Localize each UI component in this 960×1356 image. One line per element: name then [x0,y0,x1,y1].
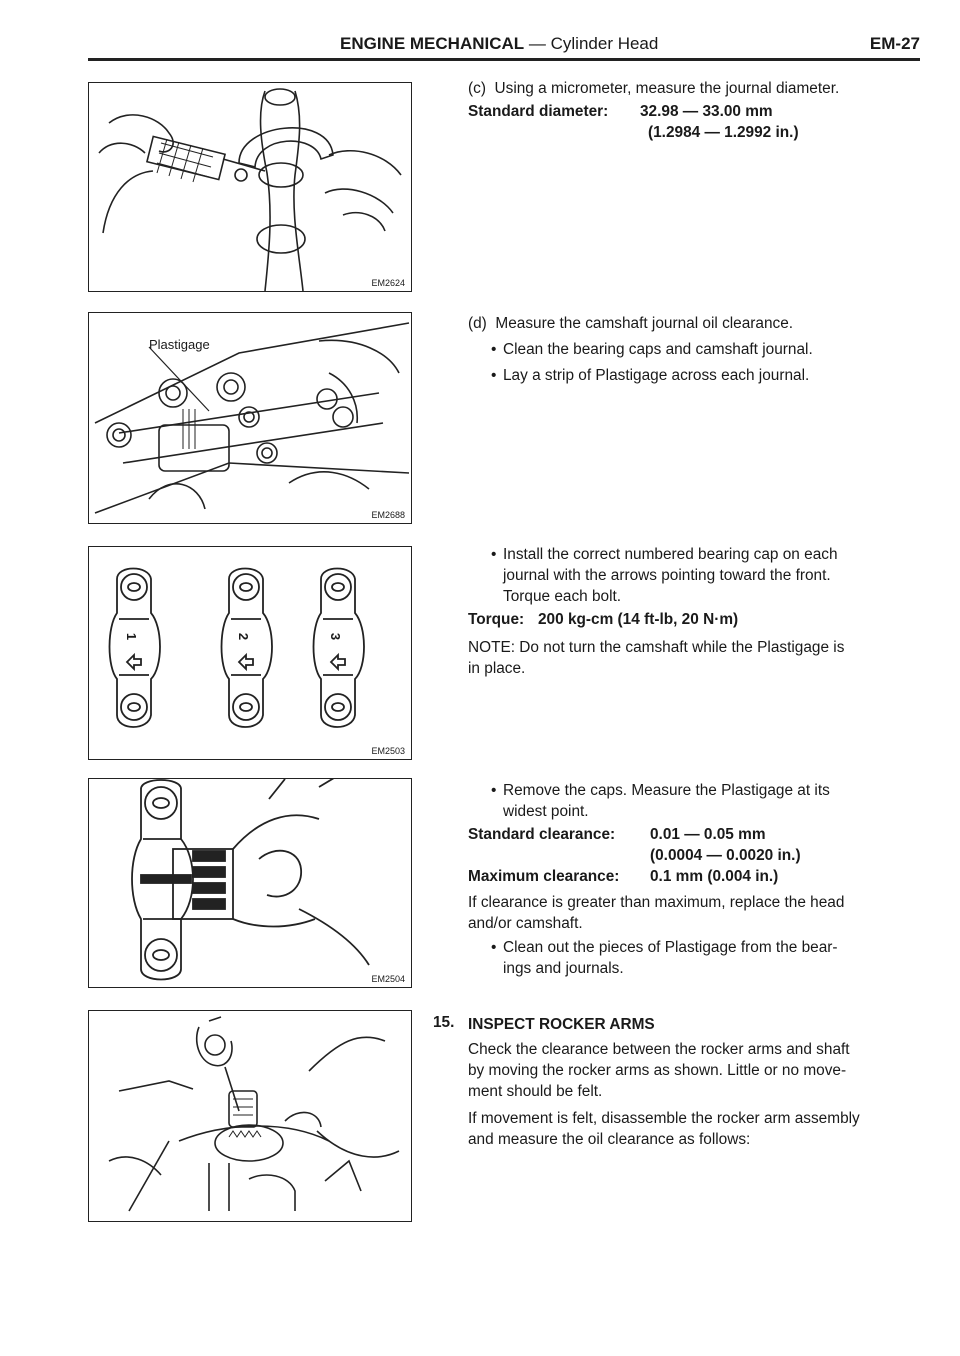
step-d-paragraph [468,313,920,334]
standard-clearance-value-in: (0.0004 — 0.0020 in.) [650,847,801,864]
header-rule [88,58,920,61]
replace-line-2: and/or camshaft. [468,915,583,932]
bullet-dot: • [491,782,497,799]
page-header-title [340,34,658,54]
plastigage-label: Plastigage [149,337,210,352]
bullet-dot: • [491,546,497,563]
remove-bullet [491,780,921,822]
bearing-cap-3 [314,569,365,728]
step-15-p1-line-2: by moving the rocker arms as shown. Little or no move- [468,1062,847,1079]
standard-diameter-value-in: (1.2984 — 1.2992 in.) [648,124,799,141]
clean-line-2: ings and journals. [503,960,624,977]
clean-line-1: Clean out the pieces of Plastigage from the bear- [503,939,838,956]
bullet-text: Lay a strip of Plastigage across each journal. [503,367,810,384]
maximum-clearance-label: Maximum clearance: [468,868,620,885]
figure-micrometer [88,82,412,292]
bullet-dot: • [491,939,497,956]
install-line-2: journal with the arrows pointing toward the front. [503,567,831,584]
standard-clearance-value: 0.01 — 0.05 mm [650,826,766,843]
header-subsection: Cylinder Head [550,34,659,53]
clean-bullet [491,937,921,979]
replace-line-1: If clearance is greater than maximum, replace the head [468,894,845,911]
figure-measure-plastigage [88,778,412,988]
note-paragraph [468,637,920,679]
step-c-label: (c) [468,80,486,97]
rocker-arms-illustration [89,1011,411,1221]
figure-code: EM2503 [371,746,405,756]
cap-number-2: 2 [236,632,252,641]
torque-value: 200 kg-cm (14 ft-lb, 20 N·m) [538,611,739,628]
header-section: ENGINE MECHANICAL [340,34,525,53]
figure-code: EM2688 [371,510,405,520]
cap-number-3: 3 [328,632,344,641]
figure-bearing-caps [88,546,412,760]
bearing-caps-illustration [89,547,411,759]
replace-paragraph [468,892,920,934]
bullet-text: Clean the bearing caps and camshaft journal. [503,341,813,358]
bullet-dot: • [491,341,497,358]
step-15-paragraph-2 [468,1108,920,1150]
cap-number-1: 1 [124,632,140,641]
step-d-bullet-1 [491,339,921,360]
remove-line-1: Remove the caps. Measure the Plastigage at its [503,782,830,799]
install-line-3: Torque each bolt. [503,588,622,605]
step-15-p1-line-3: ment should be felt. [468,1083,603,1100]
micrometer-illustration [89,83,411,291]
bearing-cap-2 [222,569,273,728]
install-bullet [491,544,921,607]
torque-label: Torque: [468,611,525,628]
step-c-text: Using a micrometer, measure the journal diameter. [494,80,840,97]
figure-code: EM2624 [371,278,405,288]
page-number: EM-27 [869,34,920,53]
maximum-clearance-value: 0.1 mm (0.004 in.) [650,868,779,885]
step-d-text: Measure the camshaft journal oil clearance. [495,315,794,332]
measure-plastigage-illustration [89,779,411,987]
figure-code: EM2504 [371,974,405,984]
step-d-label: (d) [468,315,487,332]
figure-plastigage [88,312,412,524]
figure-rocker-arms [88,1010,412,1222]
note-line-1: NOTE: Do not turn the camshaft while the Plastigage is [468,639,845,656]
standard-clearance-label: Standard clearance: [468,826,616,843]
remove-line-2: widest point. [503,803,589,820]
note-line-2: in place. [468,660,526,677]
step-15-p2-line-1: If movement is felt, disassemble the rocker arm assembly [468,1110,860,1127]
step-15-paragraph-1 [468,1039,920,1102]
step-15-number: 15. [433,1014,455,1031]
plastigage-illustration [89,313,411,523]
standard-diameter-label: Standard diameter: [468,103,609,120]
step-15-p2-line-2: and measure the oil clearance as follows: [468,1131,751,1148]
header-dash: — [524,34,551,53]
step-15-p1-line-1: Check the clearance between the rocker arms and shaft [468,1041,850,1058]
standard-diameter-value: 32.98 — 33.00 mm [640,103,773,120]
step-15-title: INSPECT ROCKER ARMS [468,1016,655,1033]
bearing-cap-1 [110,569,161,728]
install-line-1: Install the correct numbered bearing cap on each [503,546,838,563]
step-d-bullet-2 [491,365,921,386]
step-c-paragraph [468,78,920,99]
bullet-dot: • [491,367,497,384]
